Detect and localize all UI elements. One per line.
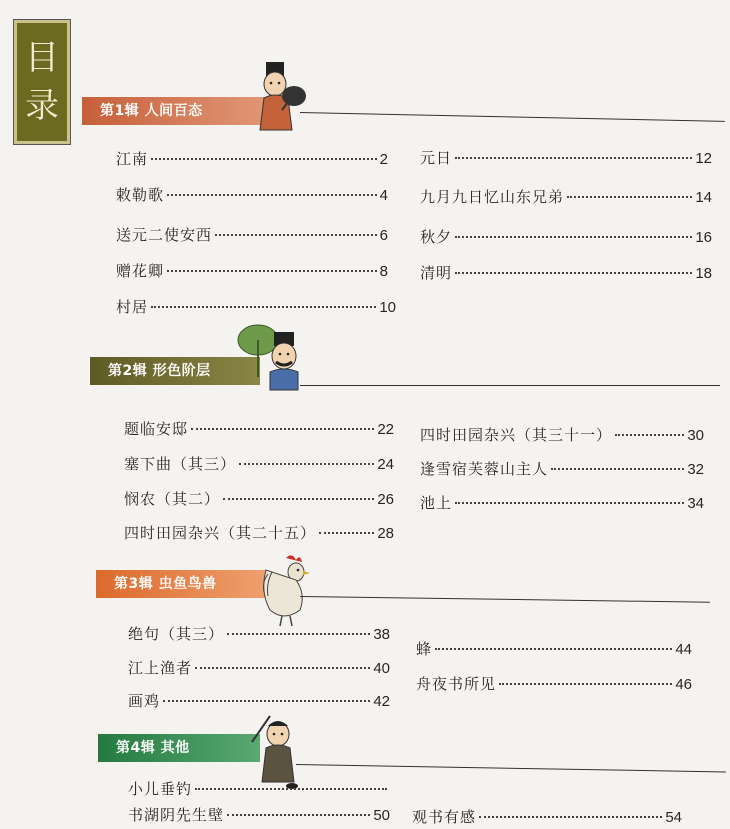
entry-page: 18 (695, 265, 712, 282)
dot-leader (191, 428, 374, 430)
toc-entry[interactable] (420, 424, 704, 446)
dot-leader (223, 498, 374, 500)
toc-entry[interactable] (116, 148, 388, 170)
toc-title-char-2: 录 (25, 86, 59, 126)
entry-title: 悯农（其二） (124, 490, 221, 508)
entry-page: 14 (695, 189, 712, 206)
section-label-3: 第3辑 虫鱼鸟兽 (114, 576, 217, 592)
dot-leader (567, 196, 692, 198)
entry-page: 6 (379, 227, 388, 244)
entry-title: 敕勒歌 (116, 186, 165, 204)
dot-leader (227, 814, 370, 816)
lotus-leaf-figure-illustration (236, 322, 306, 392)
toc-entry[interactable] (116, 184, 388, 206)
entry-title: 送元二使安西 (116, 226, 213, 244)
dot-leader (435, 648, 672, 650)
entry-title: 小儿垂钓 (128, 780, 193, 798)
dot-leader (455, 157, 692, 159)
section-header-2 (90, 357, 260, 385)
entry-page: 2 (379, 151, 388, 168)
rooster-illustration (256, 552, 316, 628)
toc-title (14, 20, 70, 144)
entry-page: 30 (687, 427, 704, 444)
toc-entry[interactable] (116, 260, 388, 282)
toc-entry[interactable] (128, 804, 390, 826)
dot-leader (479, 816, 662, 818)
toc-entry[interactable] (128, 778, 390, 800)
entry-page: 32 (687, 461, 704, 478)
entry-title: 四时田园杂兴（其三十一） (420, 426, 613, 444)
dot-leader (227, 633, 370, 635)
dot-leader (167, 270, 377, 272)
entry-page: 38 (373, 626, 390, 643)
toc-entry[interactable] (116, 296, 396, 318)
toc-entry[interactable] (420, 262, 712, 284)
toc-entry[interactable] (420, 186, 712, 208)
section-header-3 (96, 570, 268, 598)
entry-page: 4 (379, 187, 388, 204)
section-label-1: 第1辑 人间百态 (100, 103, 203, 119)
entry-title: 元日 (420, 149, 453, 167)
section-label-2: 第2辑 形色阶层 (108, 363, 211, 379)
toc-entry[interactable] (420, 147, 712, 169)
section-header-1 (82, 97, 264, 125)
toc-entry[interactable] (420, 492, 704, 514)
section-divider-2 (300, 385, 720, 386)
toc-entry[interactable] (128, 690, 390, 712)
entry-page: 26 (377, 491, 394, 508)
entry-title: 四时田园杂兴（其二十五） (124, 524, 317, 542)
entry-title: 池上 (420, 494, 453, 512)
entry-page: 46 (675, 676, 692, 693)
toc-entry[interactable] (124, 418, 394, 440)
entry-page: 34 (687, 495, 704, 512)
toc-entry[interactable] (416, 673, 692, 695)
entry-title: 绝句（其三） (128, 625, 225, 643)
toc-entry[interactable] (420, 226, 712, 248)
scholar-with-fan-illustration (250, 58, 310, 134)
entry-title: 九月九日忆山东兄弟 (420, 188, 565, 206)
dot-leader (195, 667, 370, 669)
entry-title: 赠花卿 (116, 262, 165, 280)
dot-leader (455, 236, 692, 238)
entry-title: 江上渔者 (128, 659, 193, 677)
toc-entry[interactable] (116, 224, 388, 246)
section-divider-3 (300, 596, 710, 603)
entry-page: 40 (373, 660, 390, 677)
section-label-4: 第4辑 其他 (116, 740, 190, 756)
entry-page: 42 (373, 693, 390, 710)
dot-leader (195, 788, 387, 790)
entry-title: 舟夜书所见 (416, 675, 497, 693)
entry-page: 12 (695, 150, 712, 167)
entry-page: 50 (373, 807, 390, 824)
toc-entry[interactable] (416, 638, 692, 660)
toc-entry[interactable] (420, 458, 704, 480)
entry-page: 54 (665, 809, 682, 826)
entry-title: 画鸡 (128, 692, 161, 710)
dot-leader (455, 502, 684, 504)
toc-entry[interactable] (124, 453, 394, 475)
entry-page: 44 (675, 641, 692, 658)
entry-title: 江南 (116, 150, 149, 168)
dot-leader (319, 532, 374, 534)
toc-entry[interactable] (128, 657, 390, 679)
entry-page: 28 (377, 525, 394, 542)
dot-leader (499, 683, 672, 685)
entry-title: 书湖阴先生壁 (128, 806, 225, 824)
entry-title: 题临安邸 (124, 420, 189, 438)
entry-page: 24 (377, 456, 394, 473)
entry-page: 8 (379, 263, 388, 280)
entry-title: 蜂 (416, 640, 433, 658)
dot-leader (215, 234, 377, 236)
entry-page: 22 (377, 421, 394, 438)
toc-entry[interactable] (412, 806, 682, 828)
entry-title: 塞下曲（其三） (124, 455, 237, 473)
entry-title: 村居 (116, 298, 149, 316)
section-divider-1 (300, 112, 725, 122)
entry-title: 清明 (420, 264, 453, 282)
toc-entry[interactable] (128, 623, 390, 645)
dot-leader (455, 272, 692, 274)
section-header-4 (98, 734, 260, 762)
section-divider-4 (296, 764, 726, 773)
entry-page: 16 (695, 229, 712, 246)
entry-title: 秋夕 (420, 228, 453, 246)
toc-entry[interactable] (124, 488, 394, 510)
dot-leader (167, 194, 377, 196)
dot-leader (239, 463, 374, 465)
toc-title-char-1: 目 (25, 38, 59, 78)
dot-leader (615, 434, 684, 436)
entry-page: 10 (379, 299, 396, 316)
dot-leader (163, 700, 370, 702)
entry-title: 观书有感 (412, 808, 477, 826)
dot-leader (151, 306, 376, 308)
dot-leader (551, 468, 684, 470)
toc-entry[interactable] (124, 522, 394, 544)
dot-leader (151, 158, 377, 160)
entry-title: 逢雪宿芙蓉山主人 (420, 460, 549, 478)
